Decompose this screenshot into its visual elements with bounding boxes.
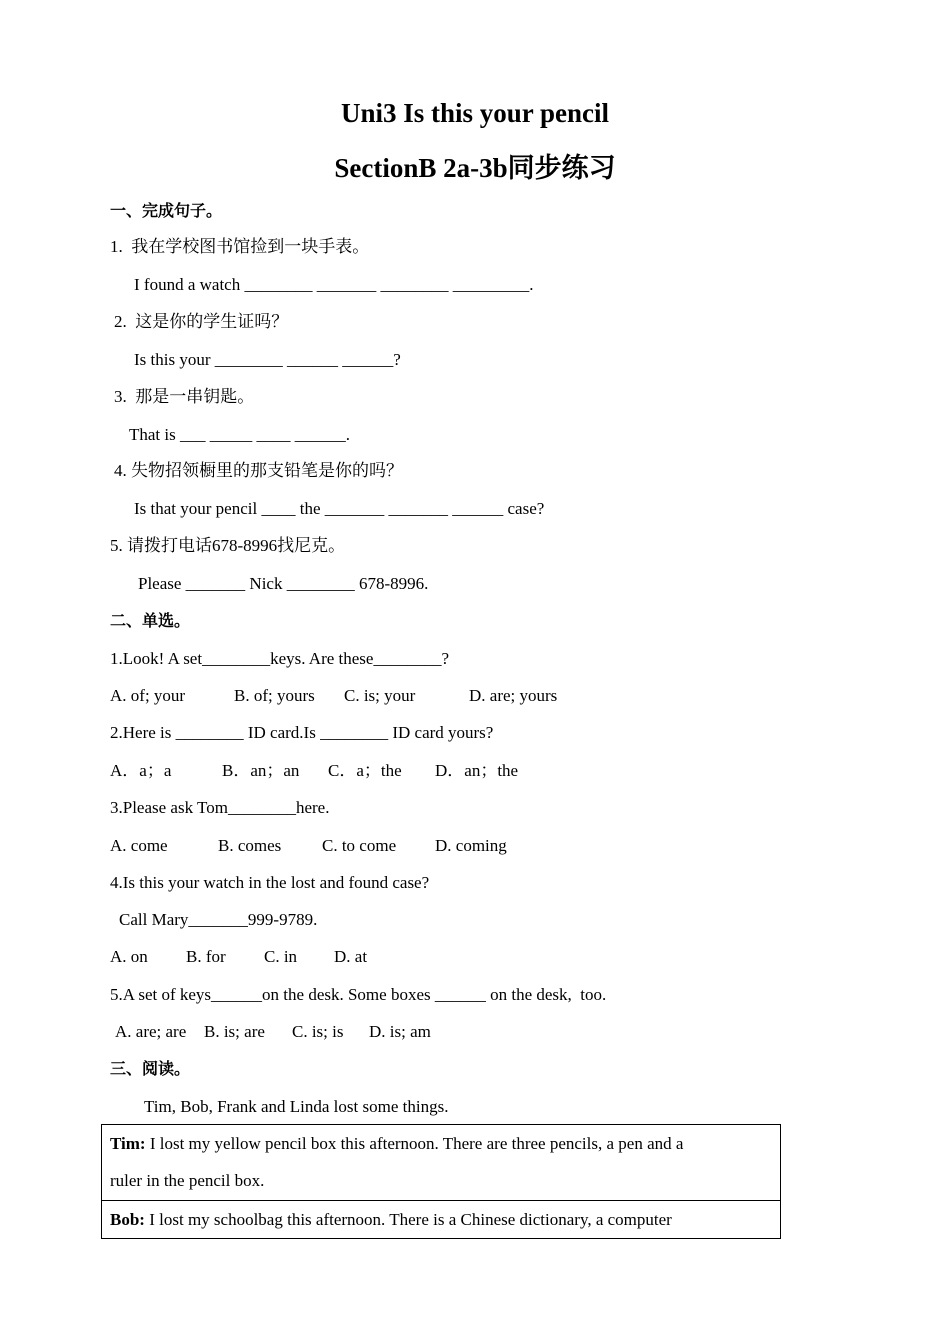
sentence-1-chinese: 1. 我在学校图书馆捡到一块手表。 (110, 237, 370, 256)
sentence-1-english: I found a watch ________ _______ ________ _________. (134, 275, 534, 294)
question-5: 5.A set of keys______on the desk. Some boxes ______ on the desk, too. (110, 985, 607, 1004)
question-3: 3.Please ask Tom________here. (110, 798, 330, 817)
q4-option-b: B. for (186, 947, 226, 966)
q5-option-c: C. is; is (292, 1022, 344, 1041)
q3-option-c: C. to come (322, 836, 397, 855)
sentence-5-chinese: 5. 请拨打电话678-8996找尼克。 (110, 536, 346, 555)
page-subtitle: SectionB 2a-3b同步练习 (334, 153, 616, 183)
q5-option-a: A. are; are (115, 1022, 187, 1041)
section-heading-multiple-choice: 二、单选。 (110, 611, 191, 630)
q3-option-d: D. coming (435, 836, 507, 855)
q1-option-c: C. is; your (344, 686, 416, 705)
section-heading-complete-sentences: 一、完成句子。 (110, 201, 223, 220)
reading-row-bob (102, 1201, 780, 1238)
sentence-2-english: Is this your ________ ______ ______? (134, 350, 401, 369)
sentence-3-chinese: 3. 那是一串钥匙。 (114, 387, 255, 406)
q3-option-a: A. come (110, 836, 168, 855)
q3-option-b: B. comes (218, 836, 282, 855)
speaker-label: Tim: (110, 1134, 146, 1153)
sentence-4-english: Is that your pencil ____ the _______ _______ ______ case? (134, 499, 545, 518)
sentence-2-chinese: 2. 这是你的学生证吗？ (114, 312, 289, 331)
q5-option-b: B. is; are (204, 1022, 265, 1041)
q2-option-d: D．an；the (435, 761, 519, 780)
section-heading-reading: 三、阅读。 (110, 1059, 191, 1078)
question-1: 1.Look! A set________keys. Are these________? (110, 649, 450, 668)
q2-option-a: A．a；a (110, 761, 172, 780)
q5-option-d: D. is; am (369, 1022, 431, 1041)
reading-text: I lost my schoolbag this afternoon. There is a Chinese dictionary, a computer (144, 1210, 672, 1229)
reading-intro: Tim, Bob, Frank and Linda lost some things. (144, 1097, 449, 1116)
sentence-5-english: Please _______ Nick ________ 678-8996. (138, 574, 429, 593)
sentence-4-chinese: 4. 失物招领橱里的那支铅笔是你的吗？ (114, 461, 403, 480)
reading-text: I lost my yellow pencil box this afternoon. There are three pencils, a pen and a (145, 1134, 684, 1153)
q2-option-b: B．an；an (222, 761, 300, 780)
q4-option-d: D. at (334, 947, 368, 966)
q4-option-c: C. in (264, 947, 298, 966)
speaker-label: Bob: (110, 1210, 145, 1229)
question-4: 4.Is this your watch in the lost and found case? (110, 873, 430, 892)
q1-option-a: A. of; your (110, 686, 186, 705)
reading-table (101, 1124, 781, 1239)
reading-row-tim (102, 1125, 780, 1201)
q1-option-b: B. of; yours (234, 686, 315, 705)
q4-option-a: A. on (110, 947, 148, 966)
q1-option-d: D. are; yours (469, 686, 558, 705)
sentence-3-english: That is ___ _____ ____ ______. (129, 425, 350, 444)
page-title: Uni3 Is this your pencil (340, 98, 610, 128)
reading-text-continued: ruler in the pencil box. (110, 1171, 265, 1190)
question-2: 2.Here is ________ ID card.Is ________ ID card yours? (110, 723, 494, 742)
question-4-line2: Call Mary_______999-9789. (119, 910, 318, 929)
q2-option-c: C．a；the (328, 761, 402, 780)
